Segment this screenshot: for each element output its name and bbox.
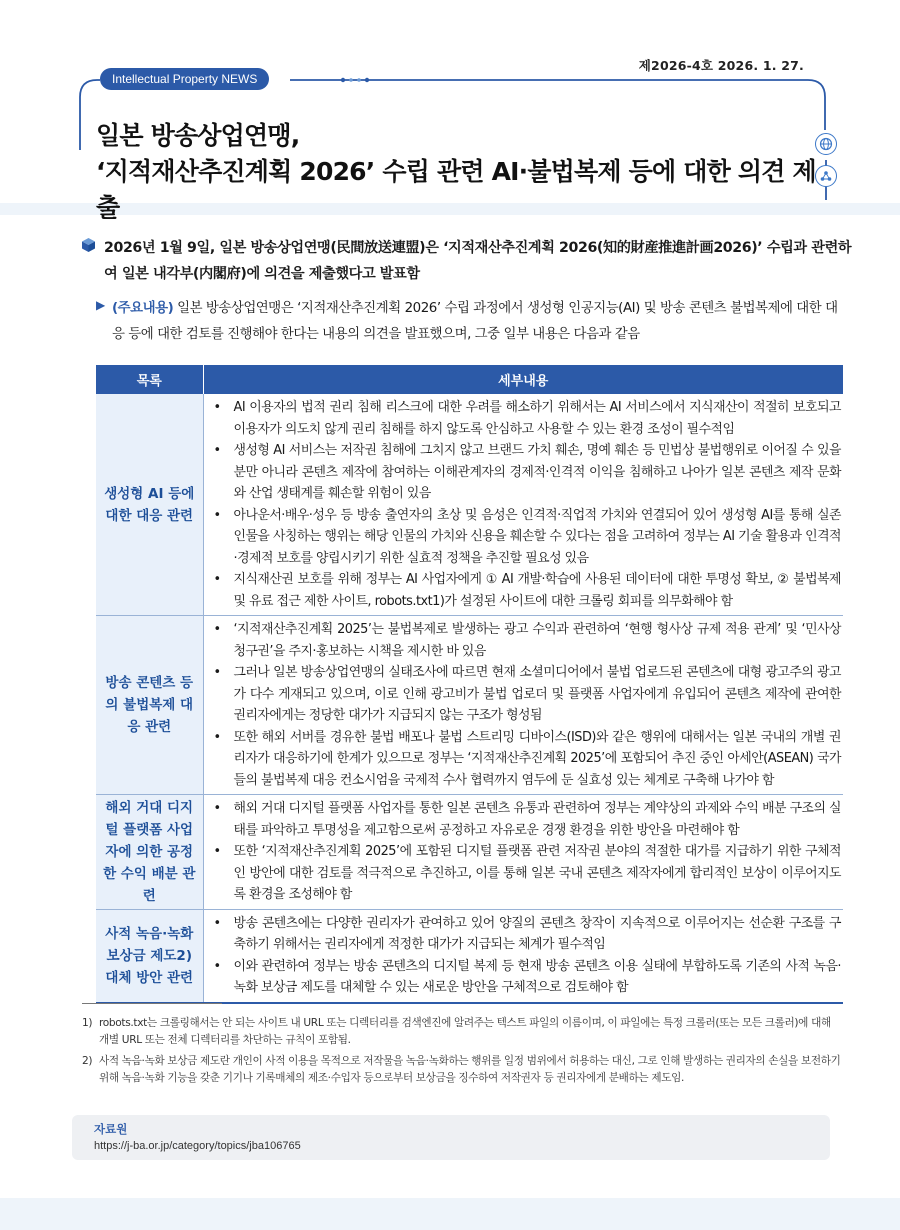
footnote-1: [82, 1015, 842, 1049]
title-line-1: 일본 방송상업연맹,: [96, 121, 300, 150]
newsletter-name-badge: Intellectual Property NEWS: [100, 68, 269, 90]
footnote-text: 사적 녹음·녹화 보상금 제도란 개인이 사적 이용을 목적으로 저작물을 녹음·녹화하는 행위를 일정 범위에서 허용하는 대신, 그로 인해 발생하는 권리자의 손실을 보전하기 위해 녹음·녹화 기능을 갖춘 기기나 기록매체의 제조·수입자 등으로부터 보상금을 징수하여 저작권자 등 권리자에게 분배하는 제도임.: [99, 1055, 841, 1084]
source-box: [72, 1115, 830, 1160]
row-detail: [203, 909, 843, 1003]
source-link[interactable]: https://j-ba.or.jp/category/topics/jba106765: [94, 1140, 301, 1152]
footnote-divider: [82, 1003, 222, 1004]
row-category: 해외 거대 디지털 플랫폼 사업자에 의한 공정한 수익 배분 관련: [96, 795, 203, 910]
list-item: • 해외 거대 디지털 플랫폼 사업자를 통한 일본 콘텐츠 유통과 관련하여 정부는 계약상의 과제와 수익 배분 구조의 실태를 파악하고 투명성을 제고함으로써 공정하고 자유로운 경쟁 환경을 위한 방안을 마련해야 함: [204, 798, 844, 841]
row-category: 생성형 AI 등에 대한 대응 관련: [96, 394, 203, 616]
page-title: [96, 118, 816, 226]
list-item: • 이와 관련하여 정부는 방송 콘텐츠의 디지털 복제 등 현재 방송 콘텐츠 이용 실태에 부합하도록 기존의 사적 녹음·녹화 보상금 제도를 대체할 수 있는 새로운 방안을 구체적으로 검토해야 함: [204, 956, 844, 999]
list-item: • 아나운서·배우·성우 등 방송 출연자의 초상 및 음성은 인격적·직업적 가치와 연결되어 있어 생성형 AI를 통해 실존 인물을 사칭하는 행위는 해당 인물의 가치와 신용을 훼손할 수 있다는 점을 고려하여 정부는 AI 기술 활용과 인격적·경제적 보호를 양립시키기 위한 실효적 정책을 추진할 필요성 있음: [204, 505, 844, 570]
main-label: (주요내용): [112, 301, 174, 316]
footnote-number: 1): [82, 1017, 93, 1029]
table-row: [96, 795, 843, 910]
row-detail: [203, 616, 843, 795]
footnote-number: 2): [82, 1055, 93, 1067]
title-line-2: ‘지적재산추진계획 2026’ 수립 관련 AI·불법복제 등에 대한 의견 제출: [96, 157, 816, 222]
main-text: 일본 방송상업연맹은 ‘지적재산추진계획 2026’ 수립 과정에서 생성형 인공지능(AI) 및 방송 콘텐츠 불법복제에 대한 대응 등에 대한 검토를 진행해야 한다는 내용의 의견을 발표했으며, 그중 일부 내용은 다음과 같음: [112, 301, 838, 342]
table-row: [96, 616, 843, 795]
triangle-bullet-icon: ▶: [96, 298, 106, 312]
lead-text: 2026년 1월 9일, 일본 방송상업연맹(民間放送連盟)은 ‘지적재산추진계획 2026(知的財産推進計画2026)’ 수립과 관련하여 일본 내각부(内閣府)에 의견을 제출했다고 발표함: [104, 240, 852, 282]
table-row: [96, 909, 843, 1003]
table-header-row: [96, 365, 843, 394]
list-item: • AI 이용자의 법적 권리 침해 리스크에 대한 우려를 해소하기 위해서는 AI 서비스에서 지식재산이 적절히 보호되고 이용자가 의도치 않게 권리 침해를 하지 않도록 안심하고 사용할 수 있는 환경 조성이 필수적임: [204, 397, 844, 440]
row-detail: [203, 795, 843, 910]
cube-bullet-icon: [82, 238, 95, 252]
footnote-text: robots.txt는 크롤링해서는 안 되는 사이트 내 URL 또는 디렉터리를 검색엔진에 알려주는 텍스트 파일의 이름이며, 이 파일에는 특정 크롤러(또는 모든 크롤러)에 대해 개별 URL 또는 전체 디렉터리를 차단하는 규칙이 포함됨.: [99, 1017, 831, 1046]
list-item: • ‘지적재산추진계획 2025’는 불법복제로 발생하는 광고 수익과 관련하여 ‘현행 형사상 규제 적용 관계’ 및 ‘민사상 청구권’을 주지·홍보하는 시책을 제시한 바 있음: [204, 619, 844, 662]
details-table: [96, 365, 843, 1004]
list-item: • 그러나 일본 방송상업연맹의 실태조사에 따르면 현재 소셜미디어에서 불법 업로드된 콘텐츠에 대형 광고주의 광고가 다수 게재되고 있으며, 이로 인해 광고비가 불법 업로더 및 플랫폼 사업자에게 유입되어 콘텐츠 제작에 관여한 권리자에게는 정당한 대가가 지급되지 않는 구조가 형성됨: [204, 662, 844, 727]
table-row: [96, 394, 843, 616]
col-header-category: 목록: [96, 365, 203, 394]
network-icon: [815, 165, 837, 187]
row-category: 방송 콘텐츠 등의 불법복제 대응 관련: [96, 616, 203, 795]
footer-band: [0, 1198, 900, 1230]
list-item: • 또한 ‘지적재산추진계획 2025’에 포함된 디지털 플랫폼 관련 저작권 분야의 적절한 대가를 지급하기 위한 구체적인 방안에 대한 검토를 적극적으로 추진하고, 이를 통해 일본 국내 콘텐츠 제작자에게 합리적인 보상이 이루어지도록 환경을 조성해야 함: [204, 841, 844, 906]
footnote-2: [82, 1053, 842, 1087]
row-category: 사적 녹음·녹화 보상금 제도2) 대체 방안 관련: [96, 909, 203, 1003]
col-header-detail: 세부내용: [203, 365, 843, 394]
globe-icon: [815, 133, 837, 155]
issue-date: 제2026-4호 2026. 1. 27.: [638, 58, 804, 73]
list-item: • 지식재산권 보호를 위해 정부는 AI 사업자에게 ① AI 개발·학습에 사용된 데이터에 대한 투명성 확보, ② 불법복제 및 유료 접근 제한 사이트, robots.txt1)가 설정된 사이트에 대한 크롤링 회피를 의무화해야 함: [204, 569, 844, 612]
list-item: • 생성형 AI 서비스는 저작권 침해에 그치지 않고 브랜드 가치 훼손, 명예 훼손 등 민법상 불법행위로 이어질 수 있을 분만 아니라 콘텐츠 제작에 참여하는 이해관계자의 경제적·인격적 이익을 침해하고 나아가 일본 콘텐츠 제작 문화와 산업 생태계를 훼손할 위험이 있음: [204, 440, 844, 505]
main-content-paragraph: [96, 296, 846, 348]
row-detail: [203, 394, 843, 616]
list-item: • 방송 콘텐츠에는 다양한 권리자가 관여하고 있어 양질의 콘텐츠 창작이 지속적으로 이루어지는 선순환 구조를 구축하기 위해서는 권리자에게 적정한 대가가 지급되는 체계가 필수적임: [204, 913, 844, 956]
lead-paragraph: [82, 235, 852, 287]
list-item: • 또한 해외 서버를 경유한 불법 배포나 불법 스트리밍 디바이스(ISD)와 같은 행위에 대해서는 일본 국내의 개별 권리자가 대응하기에 한계가 있으므로 정부는 ‘지적재산추진계획 2025’에 포함되어 추진 중인 아세안(ASEAN) 국가들의 불법복제 대응 컨소시엄을 국제적 수사 협력까지 염두에 둔 실효성 있는 체계로 구축해 나가야 함: [204, 727, 844, 792]
source-label: 자료원: [94, 1122, 128, 1136]
